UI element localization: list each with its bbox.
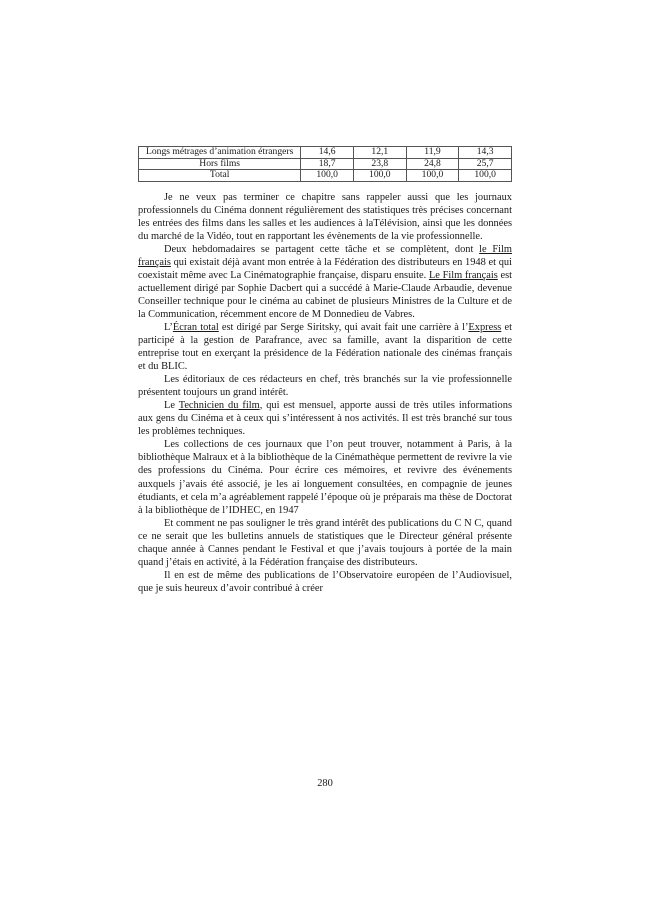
table-cell: 100,0 bbox=[406, 170, 459, 182]
table-cell: 12,1 bbox=[353, 147, 406, 159]
text-segment: Et comment ne pas souligner le très grand intérêt des publications du C N C, quand ce ne serait que les bulletins annuels de statistiques que le Directeur général présente chaque année à Cannes pendant le Festival et que j’avais toujours à portée de la main quand j’étais en activité, à la Fédération française des distributeurs. bbox=[138, 517, 512, 568]
page-number: 280 bbox=[317, 778, 333, 789]
publication-title: Le Film français bbox=[428, 269, 498, 281]
text-segment: L’ bbox=[164, 321, 173, 333]
table-cell: 18,7 bbox=[301, 158, 354, 170]
table-row bbox=[139, 147, 512, 159]
publication-title: Technicien du film bbox=[178, 400, 260, 412]
row-label: Hors films bbox=[139, 158, 301, 170]
paragraph bbox=[138, 399, 512, 438]
text-segment: est actuellement dirigé par Sophie Dacbert qui a succédé à Marie-Claude Arbaudie, devenue Conseiller technique pour le cinéma au cabinet de plusieurs Ministres de la Culture et de la Communication, récemment encore de M Donnedieu de Vabres. bbox=[138, 269, 513, 320]
text-segment: et participé à la gestion de Parafrance, avec sa famille, avant la disparition de cette entreprise tout en exerçant la présidence de la Fédération nationale des cinémas français et du BLIC. bbox=[138, 321, 512, 373]
paragraph bbox=[138, 321, 512, 373]
table-row bbox=[139, 158, 512, 170]
table-cell: 23,8 bbox=[353, 158, 406, 170]
text-segment: Les collections de ces journaux que l’on peut trouver, notamment à Paris, à la bibliothèque Malraux et à la bibliothèque de la Cinémathèque permettent de revivre la vie des professions du Cinéma. Pour écrire ces mémoires, et revivre des événements auxquels j’avais été associé, je les ai longuement consultées, en compagnie de jeunes étudiants, et cela m’a agréablement rappelé l’époque où je préparais ma thèse de Doctorat à la bibliothèque de l’IDHEC, en 1947 bbox=[138, 439, 512, 516]
paragraph bbox=[138, 373, 512, 399]
statistics-table bbox=[138, 146, 512, 182]
table-cell: 14,6 bbox=[301, 147, 354, 159]
publication-title: Express bbox=[468, 321, 502, 333]
text-segment: qui existait déjà avant mon entrée à la Fédération des distributeurs en 1948 et qui coexistait même avec La Cinématographie française, disparu ensuite. bbox=[138, 256, 512, 281]
row-label: Longs métrages d’animation étrangers bbox=[139, 147, 301, 159]
body-text bbox=[138, 191, 512, 595]
paragraph bbox=[138, 438, 512, 516]
text-segment: , qui est mensuel, apporte aussi de très utiles informations aux gens du Cinéma et à ceux qui s’intéressent à nos activités. Il est très branché sur tous les problèmes techniques. bbox=[138, 400, 512, 438]
publication-title: le Film français bbox=[138, 243, 513, 268]
publication-title: Écran total bbox=[172, 321, 219, 333]
text-segment: est dirigé par Serge Siritsky, qui avait fait une carrière à l’ bbox=[218, 321, 469, 333]
text-segment: Deux hebdomadaires se partagent cette tâche et se complètent, dont bbox=[164, 243, 480, 255]
text-segment: Les éditoriaux de ces rédacteurs en chef, très branchés sur la vie professionnelle présentent toujours un grand intérêt. bbox=[138, 374, 512, 399]
text-segment: Le bbox=[164, 400, 179, 412]
table-cell: 14,3 bbox=[459, 147, 512, 159]
table-cell: 100,0 bbox=[353, 170, 406, 182]
row-label: Total bbox=[139, 170, 301, 182]
page-content bbox=[138, 146, 512, 595]
table-cell: 100,0 bbox=[459, 170, 512, 182]
text-segment: Il en est de même des publications de l’Observatoire européen de l’Audiovisuel, que je suis heureux d’avoir contribué à créer bbox=[138, 569, 512, 594]
table-cell: 25,7 bbox=[459, 158, 512, 170]
paragraph bbox=[138, 243, 512, 321]
paragraph bbox=[138, 191, 512, 243]
paragraph bbox=[138, 517, 512, 569]
table-cell: 100,0 bbox=[301, 170, 354, 182]
table-cell: 11,9 bbox=[406, 147, 459, 159]
paragraph bbox=[138, 569, 512, 595]
table-row-total bbox=[139, 170, 512, 182]
table-cell: 24,8 bbox=[406, 158, 459, 170]
text-segment: Je ne veux pas terminer ce chapitre sans rappeler aussi que les journaux professionnels du Cinéma donnent régulièrement des statistiques très précises concernant les entrées des films dans les salles et les audiences à laTélévision, ainsi que les données du marché de la Vidéo, tout en rapportant les évènements de la vie professionnelle. bbox=[138, 191, 512, 242]
